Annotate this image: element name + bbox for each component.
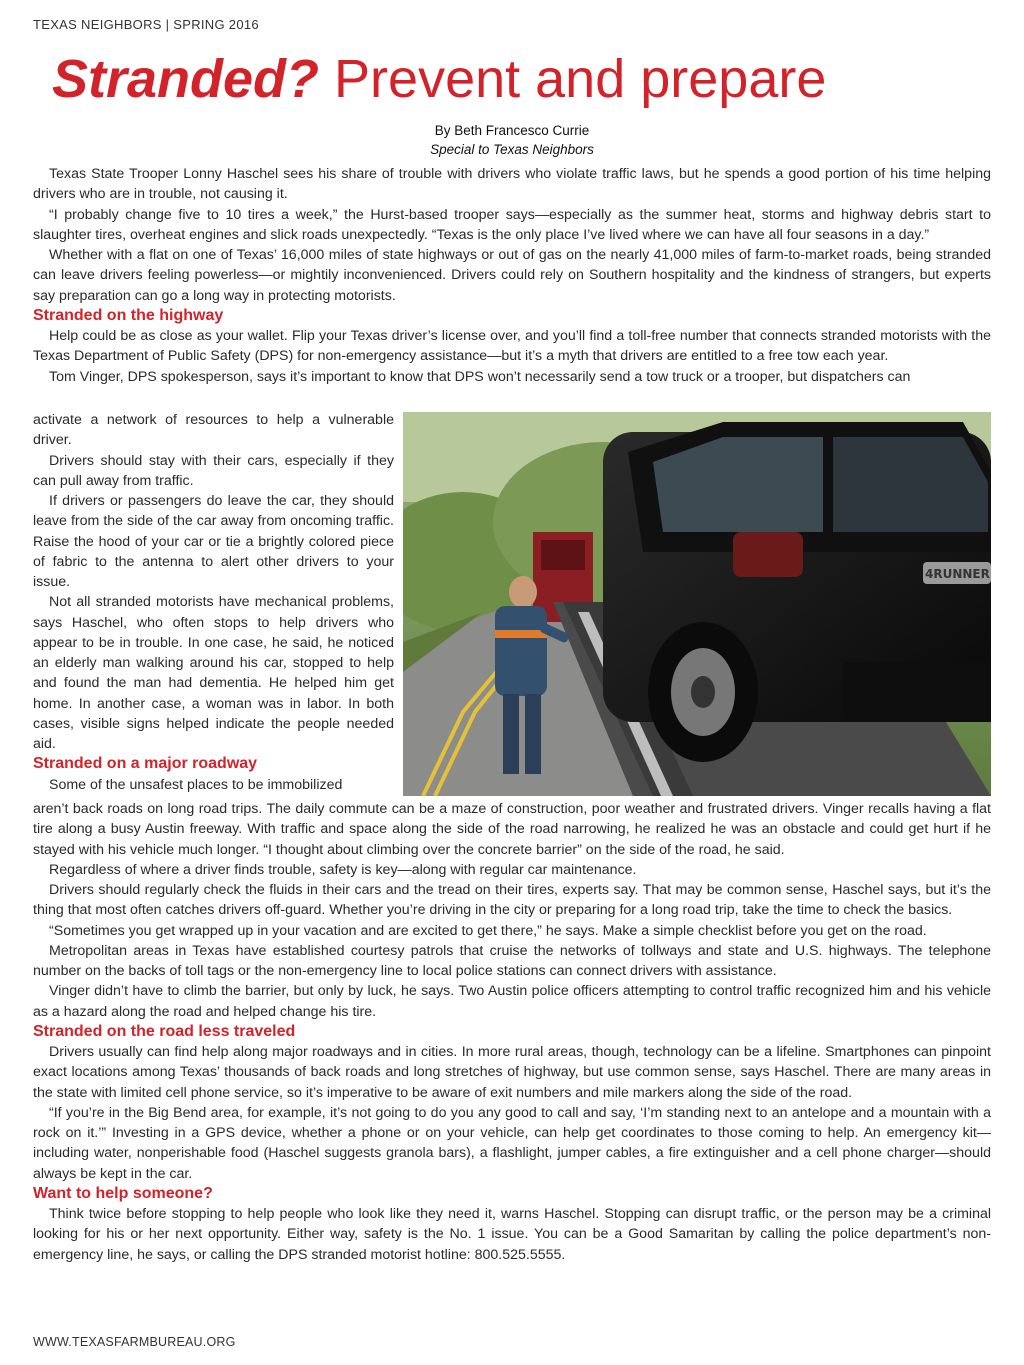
article-narrow-column: [33, 410, 394, 795]
paragraph: Help could be as close as your wallet. Flip your Texas driver’s license over, and you’ll find a toll-free number that connects stranded motorists with the Texas Department of Public Safety (DPS) for non-emergency assistance—but it’s a myth that drivers are entitled to a free tow each year.: [33, 328, 991, 365]
byline: [0, 121, 1024, 159]
paragraph: Not all stranded motorists have mechanical problems, says Haschel, who often stops to help drivers who appear to be in trouble. In one case, he said, he noticed an elderly man walking around his car, stopped to help and found the man had dementia. He helped him get home. In another case, a woman was in labor. In both cases, visible signs helped indicate the people needed aid.: [33, 594, 394, 752]
headline-strong: Stranded?: [52, 49, 320, 109]
paragraph: Drivers should regularly check the fluids in their cars and the tread on their tires, experts say. That may be common sense, Haschel says, but it’s the thing that most often catches drivers off-guard. Whether you’re driving in the city or preparing for a long road trip, take the time to check the basics.: [33, 882, 991, 919]
paragraph: Regardless of where a driver finds trouble, safety is key—along with regular car maintenance.: [49, 861, 637, 878]
paragraph: Drivers usually can find help along major roadways and in cities. In more rural areas, though, technology can be a lifeline. Smartphones can pinpoint exact locations among Texas’ thousands of back roads and long stretches of highway, but use common sense, says Haschel. There are many areas in the state with limited cell phone service, so it’s imperative to be aware of exit numbers and mile markers along the side of the road.: [33, 1044, 991, 1101]
paragraph: If drivers or passengers do leave the car, they should leave from the side of the car away from oncoming traffic. Raise the hood of your car or tie a brightly colored piece of fabric to the antenna to alert other drivers to your issue.: [33, 493, 394, 590]
section-heading: Stranded on the road less traveled: [33, 1022, 296, 1040]
byline-author: By Beth Francesco Currie: [434, 123, 590, 138]
paragraph: Texas State Trooper Lonny Haschel sees his share of trouble with drivers who violate traffic laws, but he spends a good portion of his time helping drivers who are in trouble, not causing it.: [33, 166, 991, 203]
headline: [52, 44, 826, 114]
paragraph: activate a network of resources to help a vulnerable driver.: [33, 412, 394, 449]
paragraph: Metropolitan areas in Texas have established courtesy patrols that cruise the networks of tollways and state and U.S. highways. The telephone number on the backs of toll tags or the non-emergency line to local police stations can connect drivers with assistance.: [33, 942, 991, 979]
paragraph: “I probably change five to 10 tires a week,” the Hurst-based trooper says—especially as the summer heat, storms and highway debris start to slaughter tires, overheat engines and slick roads unexpectedly. “Texas is the only place I’ve lived where we can have all four seasons in a day.”: [33, 206, 991, 243]
tow-truck-photo: [403, 412, 991, 796]
footer-url: WWW.TEXASFARMBUREAU.ORG: [33, 1335, 236, 1349]
running-head: TEXAS NEIGHBORS | SPRING 2016: [33, 17, 259, 32]
paragraph: Vinger didn’t have to climb the barrier, but only by luck, he says. Two Austin police officers attempting to control traffic recognized him and his vehicle as a hazard along the road and helped change his tire.: [33, 983, 991, 1020]
grille-text: 4RUNNER: [925, 567, 990, 581]
paragraph: Whether with a flat on one of Texas’ 16,000 miles of state highways or out of gas on the nearly 41,000 miles of farm-to-market roads, being stranded can leave drivers feeling powerless—or mightily inconvenienced. Drivers could rely on Southern hospitality and the kindness of strangers, but experts say preparation can go a long way in protecting motorists.: [33, 247, 991, 304]
byline-role: Special to Texas Neighbors: [430, 142, 594, 157]
paragraph: aren’t back roads on long road trips. The daily commute can be a maze of construction, poor weather and frustrated drivers. Vinger recalls having a flat tire along a busy Austin freeway. With traffic and space along the side of the road narrowing, he realized he was an obstacle and could get hurt if he stayed with his vehicle much longer. “I thought about climbing over the concrete barrier” on the side of the road, he said.: [33, 801, 991, 858]
paragraph: “If you’re in the Big Bend area, for example, it’s not going to do you any good to call and say, ‘I’m standing next to an antelope and a mountain with a rock on it.’” Investing in a GPS device, whether a phone or on your vehicle, can help get coordinates to those coming to help. An emergency kit—including water, nonperishable food (Haschel suggests granola bars), a flashlight, jumper cables, a fire extinguisher and a cell phone charger—should always be kept in the car.: [33, 1104, 991, 1182]
section-heading: Want to help someone?: [33, 1184, 213, 1202]
paragraph: Tom Vinger, DPS spokesperson, says it’s important to know that DPS won’t necessarily send a tow truck or a trooper, but dispatchers can: [49, 368, 911, 385]
paragraph: Some of the unsafest places to be immobilized: [49, 776, 343, 793]
article-intro: [33, 164, 991, 387]
paragraph: “Sometimes you get wrapped up in your vacation and are excited to get there,” he says. Make a simple checklist before you get on the road.: [49, 922, 927, 939]
paragraph: Think twice before stopping to help people who look like they need it, warns Haschel. Stopping can disrupt traffic, or the person may be a criminal looking for his or her next opportunity. Either way, safety is the No. 1 issue. You can be a Good Samaritan by calling the police department’s non-emergency line, he says, or calling the DPS stranded motorist hotline: 800.525.5555.: [33, 1206, 991, 1263]
article-continued: [33, 799, 991, 1265]
section-heading: Stranded on a major roadway: [33, 755, 258, 773]
headline-rest: Prevent and prepare: [319, 49, 827, 109]
section-heading: Stranded on the highway: [33, 306, 224, 324]
paragraph: Drivers should stay with their cars, especially if they can pull away from traffic.: [33, 452, 394, 489]
tow-truck-illustration: [403, 412, 991, 796]
